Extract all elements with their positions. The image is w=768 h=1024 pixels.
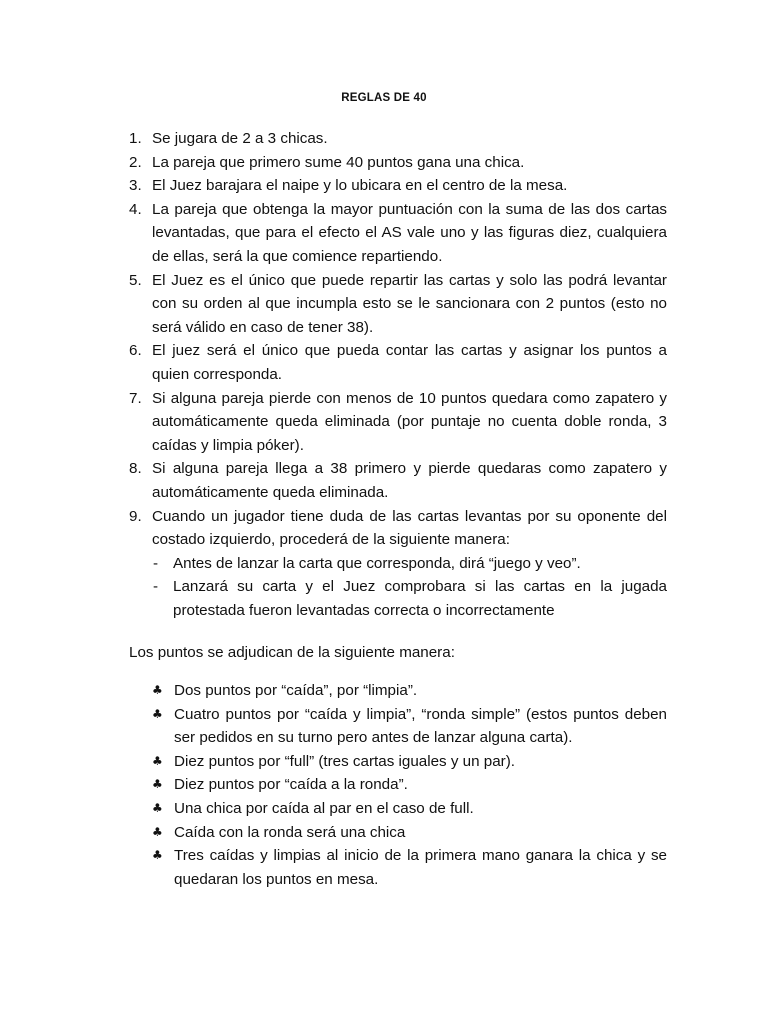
rule-subitems [152, 552, 667, 623]
club-suit-icon: ♣ [152, 753, 163, 768]
club-suit-icon: ♣ [152, 824, 163, 839]
points-list [152, 679, 667, 891]
point-item [152, 750, 667, 774]
rule-number: 7. [129, 389, 142, 407]
rule-number: 1. [129, 130, 142, 147]
dash-marker: - [153, 578, 159, 596]
point-text: Caída con la ronda será una chica [174, 823, 406, 841]
rule-item [129, 505, 667, 623]
rule-text: El Juez es el único que puede repartir las cartas y solo las podrá levantar con su orden al que incumpla esto se le sancionara con 2 puntos (esto no será válido en caso de tener 38). [152, 271, 667, 336]
rule-number: 4. [129, 200, 142, 218]
dash-marker: - [153, 554, 159, 572]
club-suit-icon: ♣ [152, 706, 163, 721]
point-item [152, 821, 667, 845]
point-text: Diez puntos por “full” (tres cartas iguales y un par). [174, 752, 516, 770]
rule-item [129, 457, 667, 504]
rule-item [129, 151, 667, 175]
club-suit-icon: ♣ [152, 683, 163, 697]
rule-item [129, 339, 667, 386]
rule-subitem [152, 552, 667, 576]
rule-item [129, 198, 667, 269]
rule-text: La pareja que obtenga la mayor puntuación con la suma de las dos cartas levantadas, que para el efecto el AS vale uno y las figuras diez, cualquiera de ellas, será la que comience repartiendo. [152, 200, 667, 265]
rule-item [129, 174, 667, 198]
rule-number: 9. [129, 507, 142, 525]
point-text: Dos puntos por “caída”, por “limpia”. [174, 682, 418, 699]
point-item [152, 773, 667, 797]
rule-text: El Juez barajara el naipe y lo ubicara en el centro de la mesa. [152, 177, 568, 195]
rule-text: Se jugara de 2 a 3 chicas. [152, 130, 328, 147]
point-text: Tres caídas y limpias al inicio de la primera mano ganara la chica y se quedaran los puntos en mesa. [174, 847, 667, 888]
rule-subitem-text: Lanzará su carta y el Juez comprobara si las cartas en la jugada protestada fueron levantadas correcta o incorrectamente [173, 578, 667, 619]
rule-number: 3. [129, 177, 142, 195]
rule-text: Si alguna pareja llega a 38 primero y pierde quedaras como zapatero y automáticamente queda eliminada. [152, 460, 667, 501]
rule-item [129, 269, 667, 340]
rule-number: 8. [129, 460, 142, 478]
rule-item [129, 387, 667, 458]
document-title: REGLAS DE 40 [341, 92, 427, 104]
rule-item [129, 127, 667, 151]
rule-number: 5. [129, 271, 142, 289]
rule-text: La pareja que primero sume 40 puntos gana una chica. [152, 153, 525, 171]
rule-text: Si alguna pareja pierde con menos de 10 puntos quedara como zapatero y automáticamente queda eliminada (por puntaje no cuenta doble ronda, 3 caídas y limpia póker). [152, 389, 667, 454]
point-text: Cuatro puntos por “caída y limpia”, “ronda simple” (estos puntos deben ser pedidos en su turno pero antes de lanzar alguna carta). [174, 705, 667, 747]
rule-subitem-text: Antes de lanzar la carta que corresponda, dirá “juego y veo”. [173, 554, 581, 572]
point-item [152, 797, 667, 821]
point-item [152, 679, 667, 703]
club-suit-icon: ♣ [152, 777, 163, 792]
rule-text: Cuando un jugador tiene duda de las cartas levantas por su oponente del costado izquierdo, procederá de la siguiente manera: [152, 507, 667, 549]
point-text: Una chica por caída al par en el caso de full. [174, 799, 474, 817]
rule-subitem [152, 575, 667, 622]
club-suit-icon: ♣ [152, 848, 163, 863]
point-text: Diez puntos por “caída a la ronda”. [174, 776, 408, 794]
rule-number: 2. [129, 153, 142, 171]
point-item [152, 844, 667, 891]
rule-number: 6. [129, 342, 142, 360]
points-intro: Los puntos se adjudican de la siguiente manera: [129, 644, 455, 661]
point-item [152, 703, 667, 750]
rules-list [129, 127, 667, 622]
club-suit-icon: ♣ [152, 800, 163, 815]
rule-text: El juez será el único que pueda contar las cartas y asignar los puntos a quien corresponda. [152, 342, 667, 383]
